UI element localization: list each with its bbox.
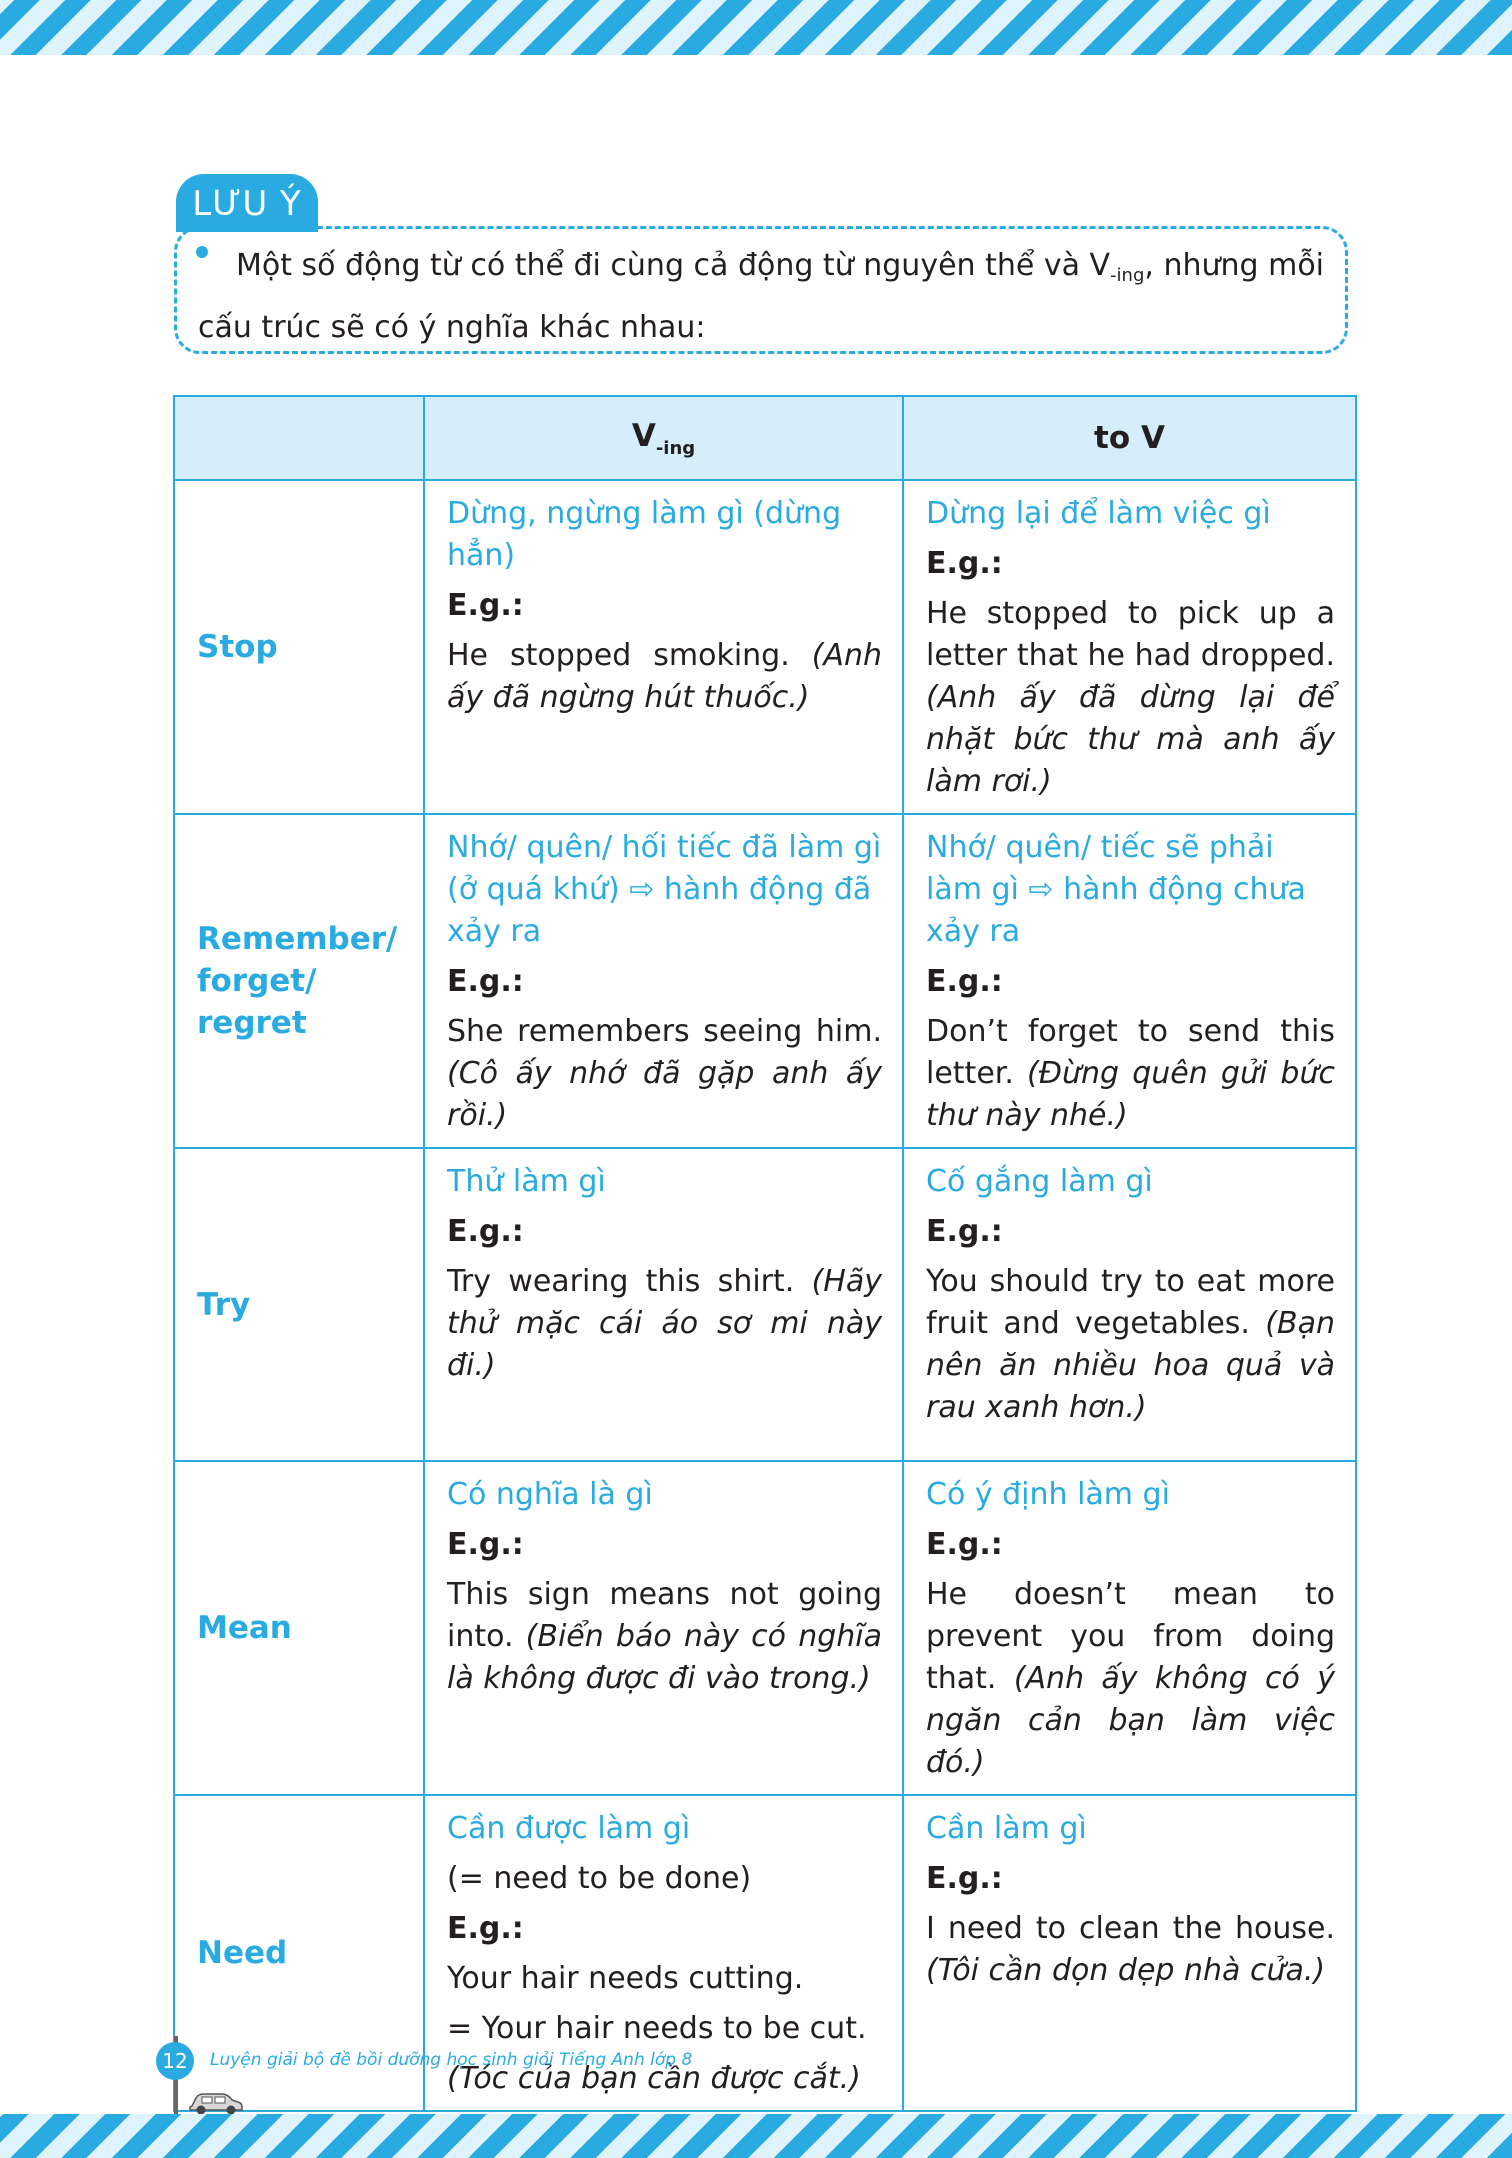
ving-example: He stopped smoking. (Anh ấy đã ngừng hút thuốc.) <box>447 638 882 715</box>
ving-cell <box>424 1461 903 1795</box>
note-text-subscript: -ing <box>1110 265 1145 286</box>
tov-example: He doesn’t mean to prevent you from doing that. (Anh ấy không có ý ngăn cản bạn làm việc đó.) <box>926 1577 1336 1780</box>
table-row <box>174 1148 1356 1461</box>
tov-cell <box>903 480 1356 814</box>
note-text-part1: Một số động từ có thể đi cùng cả động từ nguyên thể và V <box>236 248 1111 283</box>
tov-example: I need to clean the house. (Tôi cần dọn dẹp nhà cửa.) <box>926 1911 1335 1988</box>
ving-cell <box>424 814 903 1148</box>
table-row <box>174 480 1356 814</box>
tov-cell <box>903 814 1356 1148</box>
tov-example: Don’t forget to send this letter. (Đừng quên gửi bức thư này nhé.) <box>926 1014 1335 1133</box>
tov-cell <box>903 1795 1356 2111</box>
ving-example-2: = Your hair needs to be cut. <box>447 2011 867 2046</box>
page-number: 12 <box>156 2042 194 2080</box>
table-row <box>174 1461 1356 1795</box>
header-ving: $V_{-ing}$ <box>424 396 903 480</box>
verb-cell: Remember/ forget/ regret <box>174 814 424 1148</box>
header-empty-cell <box>174 396 424 480</box>
verb-cell: Stop <box>174 480 424 814</box>
header-to-v: to V <box>903 396 1356 480</box>
tov-example: He stopped to pick up a letter that he had dropped. (Anh ấy đã dừng lại để nhặt bức thư mà anh ấy làm rơi.) <box>926 596 1335 799</box>
ving-example: Your hair needs cutting. <box>447 1961 804 1996</box>
note-text-part2: , nhưng mỗi cấu trúc sẽ có ý nghĩa khác nhau: <box>198 248 1325 345</box>
verb-pattern-table <box>173 395 1357 2112</box>
eg-label: E.g.: <box>447 1214 524 1249</box>
eg-label: E.g.: <box>447 1527 524 1562</box>
eg-label: E.g.: <box>447 964 524 999</box>
table-row <box>174 814 1356 1148</box>
eg-label: E.g.: <box>926 1527 1003 1562</box>
top-stripe-band <box>0 0 1512 55</box>
ving-note: (= need to be done) <box>447 1861 752 1896</box>
eg-label: E.g.: <box>447 588 524 623</box>
ving-translation: (Tóc của bạn cần được cắt.) <box>447 2061 861 2096</box>
car-icon <box>186 2086 244 2116</box>
eg-label: E.g.: <box>926 1214 1003 1249</box>
eg-label: E.g.: <box>926 1861 1003 1896</box>
ving-cell <box>424 480 903 814</box>
ving-example: Try wearing this shirt. (Hãy thử mặc cái áo sơ mi này đi.) <box>447 1264 882 1383</box>
tov-meaning: Nhớ/ quên/ tiếc sẽ phải làm gì ⇨ hành động chưa xảy ra <box>926 830 1306 949</box>
verb-cell: Try <box>174 1148 424 1461</box>
tov-example: You should try to eat more fruit and vegetables. (Bạn nên ăn nhiều hoa quả và rau xanh hơn.) <box>926 1264 1335 1425</box>
ving-example: This sign means not going into. (Biển báo này có nghĩa là không được đi vào trong.) <box>447 1577 882 1696</box>
ving-cell <box>424 1148 903 1461</box>
tov-meaning: Cố gắng làm gì <box>926 1164 1153 1199</box>
bottom-stripe-band <box>0 2114 1512 2158</box>
verb-cell: Need <box>174 1795 424 2111</box>
ving-meaning: Nhớ/ quên/ hối tiếc đã làm gì (ở quá khứ) ⇨ hành động đã xảy ra <box>447 830 882 949</box>
tov-meaning: Cần làm gì <box>926 1811 1087 1846</box>
tov-meaning: Dừng lại để làm việc gì <box>926 496 1271 531</box>
verb-cell: Mean <box>174 1461 424 1795</box>
ving-meaning: Dừng, ngừng làm gì (dừng hẳn) <box>447 496 842 573</box>
book-title: Luyện giải bộ đề bồi dưỡng học sinh giỏi Tiếng Anh lớp 8 <box>210 2050 693 2070</box>
note-text <box>198 240 1328 354</box>
eg-label: E.g.: <box>926 964 1003 999</box>
tov-cell <box>903 1461 1356 1795</box>
table-header-row <box>174 396 1356 480</box>
note-tab-label: LƯU Ý <box>176 174 318 232</box>
ving-meaning: Thử làm gì <box>447 1164 606 1199</box>
ving-example: She remembers seeing him. (Cô ấy nhớ đã gặp anh ấy rồi.) <box>447 1014 882 1133</box>
eg-label: E.g.: <box>926 546 1003 581</box>
tov-meaning: Có ý định làm gì <box>926 1477 1170 1512</box>
ving-meaning: Có nghĩa là gì <box>447 1477 653 1512</box>
ving-meaning: Cần được làm gì <box>447 1811 691 1846</box>
eg-label: E.g.: <box>447 1911 524 1946</box>
tov-cell <box>903 1148 1356 1461</box>
